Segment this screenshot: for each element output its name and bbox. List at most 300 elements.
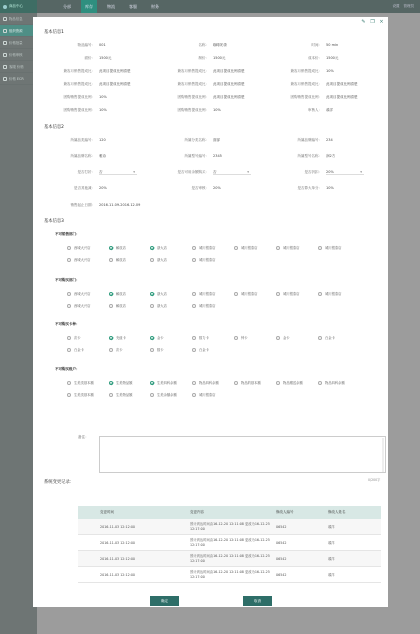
table-cell: 06542 xyxy=(276,524,287,529)
field-value xyxy=(326,94,358,100)
field-value xyxy=(99,185,107,191)
option-label: 解放店 xyxy=(116,304,126,308)
menu-icon xyxy=(3,77,7,81)
checkbox-option[interactable] xyxy=(109,303,126,308)
option-label: 白金卡 xyxy=(325,336,335,340)
field-row xyxy=(33,68,388,74)
field-label: 所属型号编号： xyxy=(184,154,209,158)
sidebar-item-label: 价格批量 xyxy=(9,41,23,45)
option-label: 城川银泰店 xyxy=(325,292,342,296)
field-row xyxy=(33,137,388,143)
checked-circle-icon[interactable] xyxy=(150,336,154,340)
field-label: 团购销售提成比例： xyxy=(63,108,95,112)
checked-circle-icon[interactable] xyxy=(150,381,154,385)
option-label: 浙大店 xyxy=(157,304,167,308)
table-cell: 06542 xyxy=(276,556,287,561)
option-label: 充值卡 xyxy=(116,336,126,340)
field-value-text: 20% xyxy=(99,186,107,190)
field-label: 兼容月销售提成比： xyxy=(177,69,209,73)
checkbox-option[interactable] xyxy=(150,257,167,262)
menu-icon xyxy=(3,53,7,57)
table-cell: 翁洋 xyxy=(328,573,335,577)
checked-circle-icon[interactable] xyxy=(109,246,113,250)
menu-icon xyxy=(3,65,7,69)
field-label: 审核人： xyxy=(308,108,322,112)
field-value xyxy=(213,153,222,159)
field-label: 时间： xyxy=(311,43,322,47)
field-row xyxy=(33,42,388,48)
user-menu[interactable]: 管理员 xyxy=(403,4,414,8)
chevron-down-icon: ▾ xyxy=(133,170,135,174)
field-value-text: 20% xyxy=(213,186,221,190)
confirm-button[interactable]: 确定 xyxy=(150,596,179,606)
unchecked-circle-icon[interactable] xyxy=(192,258,196,262)
col-header: 变更内容 xyxy=(190,510,204,514)
field-label: 是否折扣： xyxy=(304,170,322,174)
field-row xyxy=(33,55,388,61)
unchecked-circle-icon[interactable] xyxy=(150,258,154,262)
checkbox-option[interactable] xyxy=(67,392,94,397)
sidebar-item-label: 客服 价格 xyxy=(9,65,24,69)
checkbox-option[interactable] xyxy=(276,291,299,296)
nav-item[interactable]: 财务 xyxy=(151,4,159,9)
field-label: 所属品牌名称： xyxy=(70,154,95,158)
field-value xyxy=(326,137,333,143)
field-value-text: 10% xyxy=(326,69,334,73)
field-row xyxy=(33,185,388,191)
field-value xyxy=(99,55,111,61)
field-label: 团购销售提成比例： xyxy=(290,95,322,99)
unchecked-circle-icon[interactable] xyxy=(276,292,280,296)
date-row xyxy=(33,202,388,208)
field-label: 是否审核： xyxy=(191,186,209,190)
unchecked-circle-icon[interactable] xyxy=(150,348,154,352)
table-cell: 预计到达时间由16-12-20 12:11:08 更改为16-12-25 12:17:00 xyxy=(190,521,270,531)
field-value xyxy=(326,68,334,74)
field-value-text: 10% xyxy=(99,108,107,112)
field-value-text: 50 min xyxy=(326,43,339,47)
field-value xyxy=(326,42,338,48)
field-value-text: 1500元 xyxy=(326,56,339,60)
unchecked-circle-icon[interactable] xyxy=(109,393,113,397)
field-value xyxy=(99,137,106,143)
sidebar-item[interactable] xyxy=(0,13,37,25)
field-label: 是否其他减： xyxy=(74,186,95,190)
field-value-text: 001 xyxy=(99,43,106,47)
unchecked-circle-icon[interactable] xyxy=(234,336,238,340)
field-value-text: 此项目提成比例清楚 xyxy=(99,69,131,73)
unchecked-circle-icon[interactable] xyxy=(109,258,113,262)
field-value xyxy=(99,94,107,100)
field-label: 所属品牌编号： xyxy=(297,138,322,142)
field-value-text: 咖啡奶茶 xyxy=(213,43,227,47)
field-value-text: 雅诗 xyxy=(99,154,106,158)
checked-circle-icon[interactable] xyxy=(109,336,113,340)
field-value-text: 此项目提成比例清楚 xyxy=(326,95,358,99)
checkbox-option[interactable] xyxy=(192,257,215,262)
field-value xyxy=(99,42,106,48)
option-label: 生美物品额 xyxy=(116,381,133,385)
table-cell: 翁洋 xyxy=(328,541,335,545)
checkbox-option[interactable] xyxy=(318,380,345,385)
table-header xyxy=(78,506,381,519)
field-value xyxy=(99,81,131,87)
field-value-text: 120 xyxy=(99,138,106,142)
sidebar xyxy=(0,13,37,634)
field-label: 名称： xyxy=(198,43,209,47)
field-value-text: 10% xyxy=(99,95,107,99)
unchecked-circle-icon[interactable] xyxy=(192,336,196,340)
settings-link[interactable]: 设置 xyxy=(392,4,400,8)
field-row xyxy=(33,81,388,87)
field-label: 兼容月销售提成比： xyxy=(63,69,95,73)
option-label: 生美类基本额 xyxy=(74,381,94,385)
field-value-text: 否 xyxy=(213,170,217,174)
unchecked-circle-icon[interactable] xyxy=(276,381,280,385)
checkbox-option[interactable] xyxy=(192,245,215,250)
field-value-text: 此项目提成比例清楚 xyxy=(213,95,245,99)
option-label: 物品赠送余额 xyxy=(283,381,303,385)
checked-circle-icon[interactable] xyxy=(109,292,113,296)
checked-circle-icon[interactable] xyxy=(150,292,154,296)
checkbox-option[interactable] xyxy=(109,380,132,385)
checkbox-option[interactable] xyxy=(109,392,132,397)
checkbox-option[interactable] xyxy=(67,291,90,296)
checkbox-option[interactable] xyxy=(109,347,123,352)
checkbox-option[interactable] xyxy=(67,257,90,262)
unchecked-circle-icon[interactable] xyxy=(192,348,196,352)
unchecked-circle-icon[interactable] xyxy=(318,292,322,296)
table-cell: 2016-11-03 12:12:00 xyxy=(100,572,136,577)
option-label: 白金卡 xyxy=(199,348,209,352)
edit-icon[interactable]: ✎ xyxy=(361,19,366,25)
table-cell: 2016-11-03 12:12:00 xyxy=(100,556,136,561)
field-value-text: 此项目提成比例清楚 xyxy=(326,82,358,86)
field-value xyxy=(213,185,221,191)
field-label: 面价： xyxy=(84,56,95,60)
field-label: 是否算大单分： xyxy=(297,186,322,190)
option-label: 生美物品额 xyxy=(116,393,133,397)
field-label: 制价： xyxy=(198,56,209,60)
unchecked-circle-icon[interactable] xyxy=(109,304,113,308)
sidebar-item-label: 价格 ECR xyxy=(9,77,24,81)
col-header: 变更时间 xyxy=(100,510,114,514)
field-value xyxy=(99,107,107,113)
field-value-text: 润2方 xyxy=(326,154,336,158)
unchecked-circle-icon[interactable] xyxy=(192,304,196,308)
checkbox-option[interactable] xyxy=(150,380,177,385)
option-label: 西城大兴店 xyxy=(74,258,91,262)
option-label: 城川银泰店 xyxy=(199,292,216,296)
unchecked-circle-icon[interactable] xyxy=(67,393,71,397)
col-header: 修改人姓名 xyxy=(328,510,346,514)
date-value: 2016.11.09-2016.12.09 xyxy=(99,203,141,207)
unchecked-circle-icon[interactable] xyxy=(192,393,196,397)
unchecked-circle-icon[interactable] xyxy=(192,246,196,250)
option-label: 金卡 xyxy=(283,336,290,340)
remark-textarea[interactable] xyxy=(99,436,386,473)
table-cell: 2016-11-03 12:12:00 xyxy=(100,524,136,529)
field-row xyxy=(33,107,388,113)
option-label: 数卡 xyxy=(157,348,164,352)
field-value-text: 翁洋 xyxy=(326,108,333,112)
field-select[interactable] xyxy=(99,169,137,175)
field-value-text: 20% xyxy=(326,170,334,174)
option-label: 解放店 xyxy=(116,292,126,296)
field-value-text: 2345 xyxy=(213,154,222,158)
scrollbar[interactable] xyxy=(382,438,384,472)
field-value-text: 10% xyxy=(213,108,221,112)
remark-label: 备注： xyxy=(78,435,89,439)
option-label: 次卡 xyxy=(74,336,81,340)
option-label: 生美余额余额 xyxy=(157,393,177,397)
section-title: 基本信息1 xyxy=(44,30,64,35)
field-label: 兼容月销售提成比： xyxy=(63,82,95,86)
option-label: 西城大兴店 xyxy=(74,246,91,250)
option-label: 城川银泰店 xyxy=(199,246,216,250)
checkbox-option[interactable] xyxy=(109,257,126,262)
checkbox-option[interactable] xyxy=(150,347,164,352)
field-value xyxy=(99,153,106,159)
field-row xyxy=(33,169,388,175)
unchecked-circle-icon[interactable] xyxy=(67,258,71,262)
date-label: 销售起止日期： xyxy=(70,203,95,207)
checkbox-option[interactable] xyxy=(109,291,126,296)
field-value xyxy=(213,137,220,143)
option-label: 物品四科余额 xyxy=(199,381,219,385)
checkbox-option[interactable] xyxy=(192,392,215,397)
group-title: 不可销售部门： xyxy=(55,232,80,236)
option-label: 解放店 xyxy=(116,246,126,250)
nav-item[interactable]: 分部 xyxy=(63,4,71,9)
checkbox-option[interactable] xyxy=(67,380,94,385)
sidebar-item[interactable] xyxy=(0,73,37,85)
option-label: 城川银泰店 xyxy=(283,292,300,296)
unchecked-circle-icon[interactable] xyxy=(234,246,238,250)
unchecked-circle-icon[interactable] xyxy=(67,381,71,385)
checkbox-option[interactable] xyxy=(234,380,261,385)
unchecked-circle-icon[interactable] xyxy=(67,292,71,296)
option-label: 西城大兴店 xyxy=(74,304,91,308)
field-label: 物品编号： xyxy=(77,43,95,47)
field-value-text: 面部 xyxy=(213,138,220,142)
option-label: 次卡 xyxy=(116,348,123,352)
table-cell: 翁洋 xyxy=(328,525,335,529)
option-label: 生美四科余额 xyxy=(157,381,177,385)
copy-icon[interactable]: ❐ xyxy=(370,19,375,25)
unchecked-circle-icon[interactable] xyxy=(150,393,154,397)
unchecked-circle-icon[interactable] xyxy=(234,381,238,385)
field-label: 成本价： xyxy=(308,56,322,60)
unchecked-circle-icon[interactable] xyxy=(67,246,71,250)
section-title: 基本信息2 xyxy=(44,125,64,130)
field-label: 兼容月销售提成比： xyxy=(177,82,209,86)
checkbox-option[interactable] xyxy=(276,380,303,385)
sidebar-item[interactable] xyxy=(0,49,37,61)
checkbox-option[interactable] xyxy=(67,245,90,250)
field-label: 所属分类名称： xyxy=(184,138,209,142)
app-logo xyxy=(0,0,37,13)
unchecked-circle-icon[interactable] xyxy=(192,292,196,296)
checkbox-option[interactable] xyxy=(150,392,177,397)
chevron-down-icon: ▾ xyxy=(247,170,249,174)
checkbox-option[interactable] xyxy=(234,335,248,340)
menu-icon xyxy=(3,17,7,21)
option-label: 城川银泰店 xyxy=(199,304,216,308)
checkbox-option[interactable] xyxy=(150,303,167,308)
checkbox-option[interactable] xyxy=(192,347,209,352)
option-label: 浙大店 xyxy=(157,292,167,296)
group-title: 不可购买卡种： xyxy=(55,322,80,326)
nav-item-active[interactable]: 库存 xyxy=(81,0,97,13)
checkbox-option[interactable] xyxy=(276,335,290,340)
table-cell: 预计到达时间由16-12-20 12:11:08 更改为16-12-25 12:17:00 xyxy=(190,537,270,547)
option-label: 城川银泰店 xyxy=(199,258,216,262)
option-label: 白金卡 xyxy=(74,348,84,352)
field-value xyxy=(326,107,333,113)
option-label: 城川银泰店 xyxy=(199,393,216,397)
field-value-text: 234 xyxy=(326,138,333,142)
table-row xyxy=(78,567,381,583)
nav-item[interactable]: 客服 xyxy=(129,4,137,9)
checkbox-option[interactable] xyxy=(234,291,257,296)
field-value-text: 此项目提成比例清楚 xyxy=(213,82,245,86)
field-value xyxy=(213,107,221,113)
nav-item[interactable]: 物流 xyxy=(107,4,115,9)
log-title: 系统变更记录： xyxy=(44,480,75,485)
field-label: 兼容月销售提成比： xyxy=(290,69,322,73)
option-label: 数力卡 xyxy=(199,336,209,340)
checkbox-option[interactable] xyxy=(150,335,164,340)
checkbox-option[interactable] xyxy=(109,335,126,340)
option-label: 物品的基本额 xyxy=(241,381,261,385)
option-label: 钟卡 xyxy=(241,336,248,340)
sidebar-item-active[interactable] xyxy=(0,25,37,37)
option-label: 物品四科余额 xyxy=(325,381,345,385)
option-label: 金卡 xyxy=(157,336,164,340)
field-value-text: 此项目提成比例清楚 xyxy=(213,69,245,73)
checkbox-option[interactable] xyxy=(67,335,81,340)
field-value xyxy=(213,68,245,74)
checkbox-option[interactable] xyxy=(276,245,299,250)
cancel-button[interactable]: 取消 xyxy=(243,596,272,606)
field-label: 团购销售提成比例： xyxy=(63,95,95,99)
table-row xyxy=(78,535,381,551)
checkbox-option[interactable] xyxy=(109,245,126,250)
field-value-text: 1500元 xyxy=(99,56,112,60)
unchecked-circle-icon[interactable] xyxy=(318,246,322,250)
field-value xyxy=(326,55,338,61)
field-label: 是否可用余额购买： xyxy=(177,170,209,174)
field-label: 所属型号名称： xyxy=(297,154,322,158)
checkbox-option[interactable] xyxy=(192,291,215,296)
field-select[interactable] xyxy=(326,169,364,175)
option-label: 解放店 xyxy=(116,258,126,262)
sidebar-item[interactable] xyxy=(0,61,37,73)
sidebar-item-label: 物品信息 xyxy=(9,17,23,21)
option-label: 城川银泰店 xyxy=(283,246,300,250)
field-value xyxy=(326,185,334,191)
option-label: 城川银泰店 xyxy=(325,246,342,250)
field-select[interactable] xyxy=(213,169,251,175)
unchecked-circle-icon[interactable] xyxy=(67,304,71,308)
field-value xyxy=(213,42,227,48)
table-cell: 06542 xyxy=(276,540,287,545)
field-value xyxy=(326,153,335,159)
table-row xyxy=(78,519,381,535)
option-label: 生美类基本额 xyxy=(74,393,94,397)
logo-icon xyxy=(3,5,7,9)
unchecked-circle-icon[interactable] xyxy=(109,348,113,352)
checkbox-option[interactable] xyxy=(234,245,257,250)
checked-circle-icon[interactable] xyxy=(150,246,154,250)
unchecked-circle-icon[interactable] xyxy=(192,381,196,385)
field-value-text: 1500元 xyxy=(213,56,226,60)
checkbox-option[interactable] xyxy=(192,303,215,308)
menu-icon xyxy=(3,41,7,45)
checkbox-option[interactable] xyxy=(150,245,167,250)
col-header: 修改人编号 xyxy=(276,510,294,514)
unchecked-circle-icon[interactable] xyxy=(318,381,322,385)
sidebar-item-label: 组织资源 xyxy=(9,29,23,33)
close-icon[interactable]: × xyxy=(379,19,384,25)
checkbox-option[interactable] xyxy=(150,291,167,296)
option-label: 浙大店 xyxy=(157,258,167,262)
checkbox-option[interactable] xyxy=(67,347,84,352)
unchecked-circle-icon[interactable] xyxy=(67,348,71,352)
field-value xyxy=(213,55,225,61)
group-title: 不可购买账户： xyxy=(55,367,80,371)
checkbox-option[interactable] xyxy=(318,335,335,340)
unchecked-circle-icon[interactable] xyxy=(318,336,322,340)
checkbox-option[interactable] xyxy=(67,303,90,308)
field-value xyxy=(213,94,245,100)
option-label: 西城大兴店 xyxy=(74,292,91,296)
sidebar-item[interactable] xyxy=(0,37,37,49)
unchecked-circle-icon[interactable] xyxy=(67,336,71,340)
top-nav xyxy=(59,0,163,13)
checkbox-option[interactable] xyxy=(192,380,219,385)
checked-circle-icon[interactable] xyxy=(109,381,113,385)
checkbox-option[interactable] xyxy=(318,245,341,250)
field-value xyxy=(99,68,131,74)
checkbox-option[interactable] xyxy=(318,291,341,296)
field-value-text: 此项目提成比例清楚 xyxy=(99,82,131,86)
option-label: 城川银泰店 xyxy=(241,292,258,296)
detail-modal xyxy=(33,17,388,607)
top-navbar xyxy=(0,0,420,13)
table-cell: 预计到达时间由16-12-20 12:11:08 更改为16-12-25 12:17:00 xyxy=(190,569,270,579)
sidebar-item-label: 价格审核 xyxy=(9,53,23,57)
table-cell: 06542 xyxy=(276,572,287,577)
table-cell: 2016-11-03 12:12:00 xyxy=(100,540,136,545)
unchecked-circle-icon[interactable] xyxy=(234,292,238,296)
unchecked-circle-icon[interactable] xyxy=(150,304,154,308)
field-value-text: 10% xyxy=(326,186,334,190)
field-value-text: 否 xyxy=(99,170,103,174)
section-title: 基本信息3 xyxy=(44,219,64,224)
option-label: 浙大店 xyxy=(157,246,167,250)
field-label: 团购销售提成比例： xyxy=(177,108,209,112)
unchecked-circle-icon[interactable] xyxy=(276,336,280,340)
menu-icon xyxy=(3,29,7,33)
checkbox-option[interactable] xyxy=(192,335,209,340)
field-label: 是否打折： xyxy=(77,170,95,174)
logo-text: 商品中心 xyxy=(9,4,23,8)
unchecked-circle-icon[interactable] xyxy=(276,246,280,250)
chevron-down-icon: ▾ xyxy=(360,170,362,174)
field-value xyxy=(326,81,358,87)
